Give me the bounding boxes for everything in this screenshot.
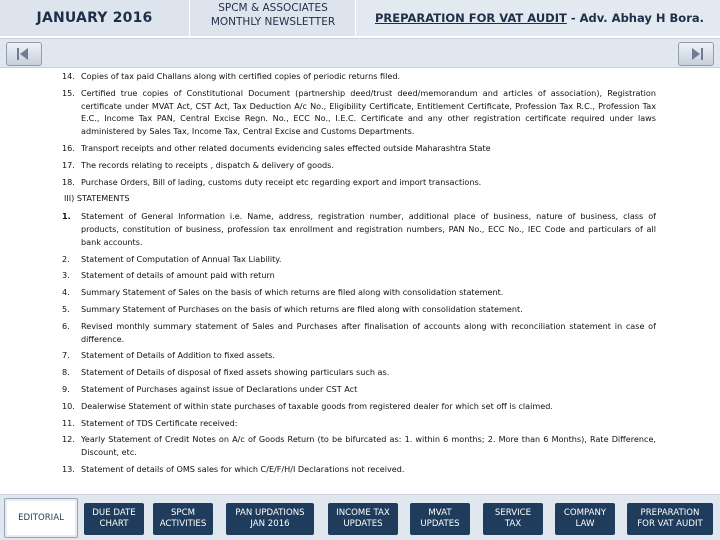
list-item [62,417,656,430]
list-item-number: 3. [62,270,70,281]
list-item-text: The records relating to receipts , dispatch & delivery of goods. [81,159,334,170]
button-label-line2: CHART [99,519,129,529]
list-item-number: 13. [62,463,75,474]
list-item [62,70,656,83]
list-item-text: Statement of General Information i.e. Name, address, registration number, additional place of business, nature of business, class of products, constitution of business, profession tax enrollment and registration numbers, PAN No., ECC No., IEC Code and particulars of all bank accounts. [81,211,656,247]
button-label-line1: COMPANY [563,508,607,518]
list-item [62,383,656,396]
button-label-line2: UPDATES [420,519,460,529]
list-item-text: Transport receipts and other related documents evidencing sales effected outside Maharashtra State [81,142,491,153]
list-item [62,210,656,248]
preparation-vat-audit-button[interactable] [627,503,713,535]
statement-list [60,210,656,476]
button-label-line1: SERVICE [494,508,532,518]
list-item-number: 8. [62,367,70,378]
document-list [60,70,656,188]
page-title-text: PREPARATION FOR VAT AUDIT [375,11,567,25]
spcm-activities-button[interactable] [153,503,213,535]
list-item-text: Statement of details of OMS sales for which C/E/F/H/I Declarations not received. [81,463,405,474]
service-tax-button[interactable] [483,503,543,535]
previous-page-button[interactable] [6,42,42,66]
page-title [357,0,720,36]
due-date-chart-button[interactable] [84,503,144,535]
list-item [62,176,656,189]
button-label-line2: FOR VAT AUDIT [637,519,703,529]
list-item-number: 18. [62,176,75,187]
button-label-line2: UPDATES [343,519,383,529]
list-item [62,253,656,266]
button-label-line2: JAN 2016 [250,519,290,529]
list-item-number: 15. [62,87,75,98]
editorial-button[interactable]: EDITORIAL [4,498,78,538]
list-item-number: 2. [62,253,70,264]
list-item [62,366,656,379]
income-tax-updates-button[interactable] [328,503,398,535]
list-item-text: Yearly Statement of Credit Notes on A/c of Goods Return (to be bifurcated as: 1. within 6 months; 2. More than 6 Months), Rate Difference, Discount, etc. [81,434,656,458]
list-item [62,463,656,476]
list-item [62,303,656,316]
list-item-number: 11. [62,417,75,428]
list-item-number: 12. [62,434,75,445]
list-item-text: Summary Statement of Purchases on the basis of which returns are filed along with consolidation statement. [81,303,523,314]
arrow-left-icon [14,46,34,62]
navigation-bar [0,38,720,68]
list-item [62,433,656,459]
list-item-number: 16. [62,142,75,153]
newsletter-name-line2: MONTHLY NEWSLETTER [210,16,336,28]
list-item-number: 7. [62,350,70,361]
list-item [62,349,656,362]
list-item-text: Statement of details of amount paid with return [81,270,275,281]
company-law-button[interactable] [555,503,615,535]
list-item [62,269,656,282]
list-item [62,320,656,346]
button-label-line1: PREPARATION [640,508,700,518]
issue-month: JANUARY 2016 [0,0,190,36]
list-item-text: Certified true copies of Constitutional Document (partnership deed/trust deed/memorandum and articles of association), Registration certificate under MVAT Act, CST Act, Tax Deduction A/c No., Eligibility Certificate, Entitlement Certificate, Profession Tax R.C., Profession Tax E.C., Income Tax PAN, Central Excise Regn. No., ECC No., I.E.C. Certificate and any other registration certificate required under laws administered by Sales Tax, Income Tax, Central Excise and Customs Departments. [81,87,656,137]
list-item-number: 17. [62,159,75,170]
list-item-number: 1. [62,211,71,222]
button-label-line1: DUE DATE [92,508,136,518]
article-body [60,70,656,480]
button-label-line2: LAW [575,519,595,529]
arrow-right-icon [686,46,706,62]
list-item [62,142,656,155]
list-item-text: Statement of Details of Addition to fixed assets. [81,350,275,361]
list-item-number: 5. [62,303,70,314]
button-label-line1: SPCM [170,508,196,518]
list-item-number: 14. [62,71,75,81]
mvat-updates-button[interactable] [410,503,470,535]
list-item-text: Purchase Orders, Bill of lading, customs duty receipt etc regarding export and import transactions. [81,176,482,187]
button-label-line1: PAN UPDATIONS [235,508,305,518]
list-item-number: 6. [62,320,70,331]
button-label-line2: TAX [504,519,522,529]
list-item-text: Statement of Computation of Annual Tax Liability. [81,253,282,264]
header-bar [0,0,720,36]
list-item-text: Statement of TDS Certificate received: [81,417,238,428]
list-item-text: Dealerwise Statement of within state purchases of taxable goods from registered dealer for which set off is claimed. [81,400,553,411]
list-item-number: 9. [62,383,70,394]
button-label-line1: MVAT [428,508,452,518]
list-item [62,159,656,172]
footer-navigation [0,494,720,540]
list-item-text: Summary Statement of Sales on the basis of which returns are filed along with consolidation statement. [81,287,504,298]
list-item [62,87,656,138]
list-item [62,400,656,413]
button-label-line1: INCOME TAX [336,508,390,518]
list-item-number: 4. [62,287,70,298]
list-item [62,286,656,299]
newsletter-name [191,0,356,36]
newsletter-name-line1: SPCM & ASSOCIATES [218,2,328,14]
button-label-line2: ACTIVITIES [159,519,207,529]
list-item-text: Revised monthly summary statement of Sales and Purchases after finalisation of accounts along with reconciliation statement in case of difference. [81,320,656,344]
list-item-text: Statement of Purchases against issue of Declarations under CST Act [81,383,358,394]
page-title-author: - Adv. Abhay H Bora. [566,11,704,25]
statements-heading: III) STATEMENTS [64,193,130,204]
next-page-button[interactable] [678,42,714,66]
list-item-text: Copies of tax paid Challans along with certified copies of periodic returns filed. [81,71,401,81]
pan-updations-button[interactable] [226,503,314,535]
list-item-text: Statement of Details of disposal of fixed assets showing particulars such as. [81,367,390,378]
list-item-number: 10. [62,400,75,411]
